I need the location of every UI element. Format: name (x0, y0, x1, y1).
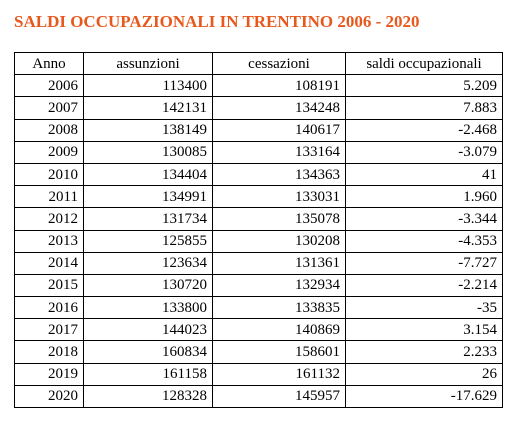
cell-cessazioni: 134248 (213, 97, 346, 119)
cell-anno: 2019 (15, 363, 84, 385)
cell-anno: 2014 (15, 252, 84, 274)
cell-assunzioni: 130085 (84, 141, 213, 163)
cell-saldi: 5.209 (346, 75, 503, 97)
cell-cessazioni: 140617 (213, 119, 346, 141)
cell-anno: 2006 (15, 75, 84, 97)
table-row (15, 252, 503, 274)
cell-anno: 2017 (15, 319, 84, 341)
header-assunzioni: assunzioni (84, 53, 213, 75)
cell-anno: 2009 (15, 141, 84, 163)
table-row (15, 363, 503, 385)
cell-saldi: -7.727 (346, 252, 503, 274)
table-row (15, 97, 503, 119)
cell-cessazioni: 135078 (213, 208, 346, 230)
cell-cessazioni: 108191 (213, 75, 346, 97)
cell-saldi: -17.629 (346, 385, 503, 407)
header-cessazioni: cessazioni (213, 53, 346, 75)
cell-cessazioni: 133164 (213, 141, 346, 163)
cell-saldi: -2.468 (346, 119, 503, 141)
cell-assunzioni: 138149 (84, 119, 213, 141)
cell-cessazioni: 134363 (213, 163, 346, 185)
table-row (15, 141, 503, 163)
data-table (14, 52, 503, 408)
cell-cessazioni: 130208 (213, 230, 346, 252)
cell-assunzioni: 134404 (84, 163, 213, 185)
cell-anno: 2012 (15, 208, 84, 230)
cell-saldi: -4.353 (346, 230, 503, 252)
cell-saldi: 2.233 (346, 341, 503, 363)
table-row (15, 230, 503, 252)
table-row (15, 341, 503, 363)
table-row (15, 274, 503, 296)
cell-saldi: 26 (346, 363, 503, 385)
page-title: SALDI OCCUPAZIONALI IN TRENTINO 2006 - 2020 (14, 12, 420, 31)
cell-cessazioni: 131361 (213, 252, 346, 274)
cell-saldi: -3.079 (346, 141, 503, 163)
table-row (15, 75, 503, 97)
cell-assunzioni: 130720 (84, 274, 213, 296)
cell-anno: 2011 (15, 186, 84, 208)
cell-saldi: -35 (346, 297, 503, 319)
cell-anno: 2016 (15, 297, 84, 319)
table-header-row (15, 53, 503, 75)
header-anno: Anno (15, 53, 84, 75)
table-row (15, 186, 503, 208)
cell-cessazioni: 133835 (213, 297, 346, 319)
cell-assunzioni: 142131 (84, 97, 213, 119)
table-row (15, 385, 503, 407)
cell-assunzioni: 144023 (84, 319, 213, 341)
cell-assunzioni: 125855 (84, 230, 213, 252)
cell-anno: 2015 (15, 274, 84, 296)
table-row (15, 208, 503, 230)
cell-saldi: 3.154 (346, 319, 503, 341)
cell-anno: 2007 (15, 97, 84, 119)
table-row (15, 319, 503, 341)
cell-anno: 2010 (15, 163, 84, 185)
cell-assunzioni: 133800 (84, 297, 213, 319)
cell-cessazioni: 132934 (213, 274, 346, 296)
cell-saldi: -2.214 (346, 274, 503, 296)
cell-anno: 2008 (15, 119, 84, 141)
cell-anno: 2013 (15, 230, 84, 252)
cell-saldi: 1.960 (346, 186, 503, 208)
cell-assunzioni: 113400 (84, 75, 213, 97)
table-row (15, 163, 503, 185)
cell-cessazioni: 145957 (213, 385, 346, 407)
table-row (15, 297, 503, 319)
header-saldi-occupazionali: saldi occupazionali (346, 53, 503, 75)
cell-assunzioni: 134991 (84, 186, 213, 208)
cell-saldi: -3.344 (346, 208, 503, 230)
cell-saldi: 41 (346, 163, 503, 185)
cell-cessazioni: 133031 (213, 186, 346, 208)
cell-assunzioni: 161158 (84, 363, 213, 385)
cell-anno: 2020 (15, 385, 84, 407)
cell-assunzioni: 123634 (84, 252, 213, 274)
cell-cessazioni: 158601 (213, 341, 346, 363)
cell-saldi: 7.883 (346, 97, 503, 119)
cell-cessazioni: 140869 (213, 319, 346, 341)
cell-assunzioni: 160834 (84, 341, 213, 363)
table-row (15, 119, 503, 141)
cell-anno: 2018 (15, 341, 84, 363)
cell-assunzioni: 131734 (84, 208, 213, 230)
cell-assunzioni: 128328 (84, 385, 213, 407)
cell-cessazioni: 161132 (213, 363, 346, 385)
